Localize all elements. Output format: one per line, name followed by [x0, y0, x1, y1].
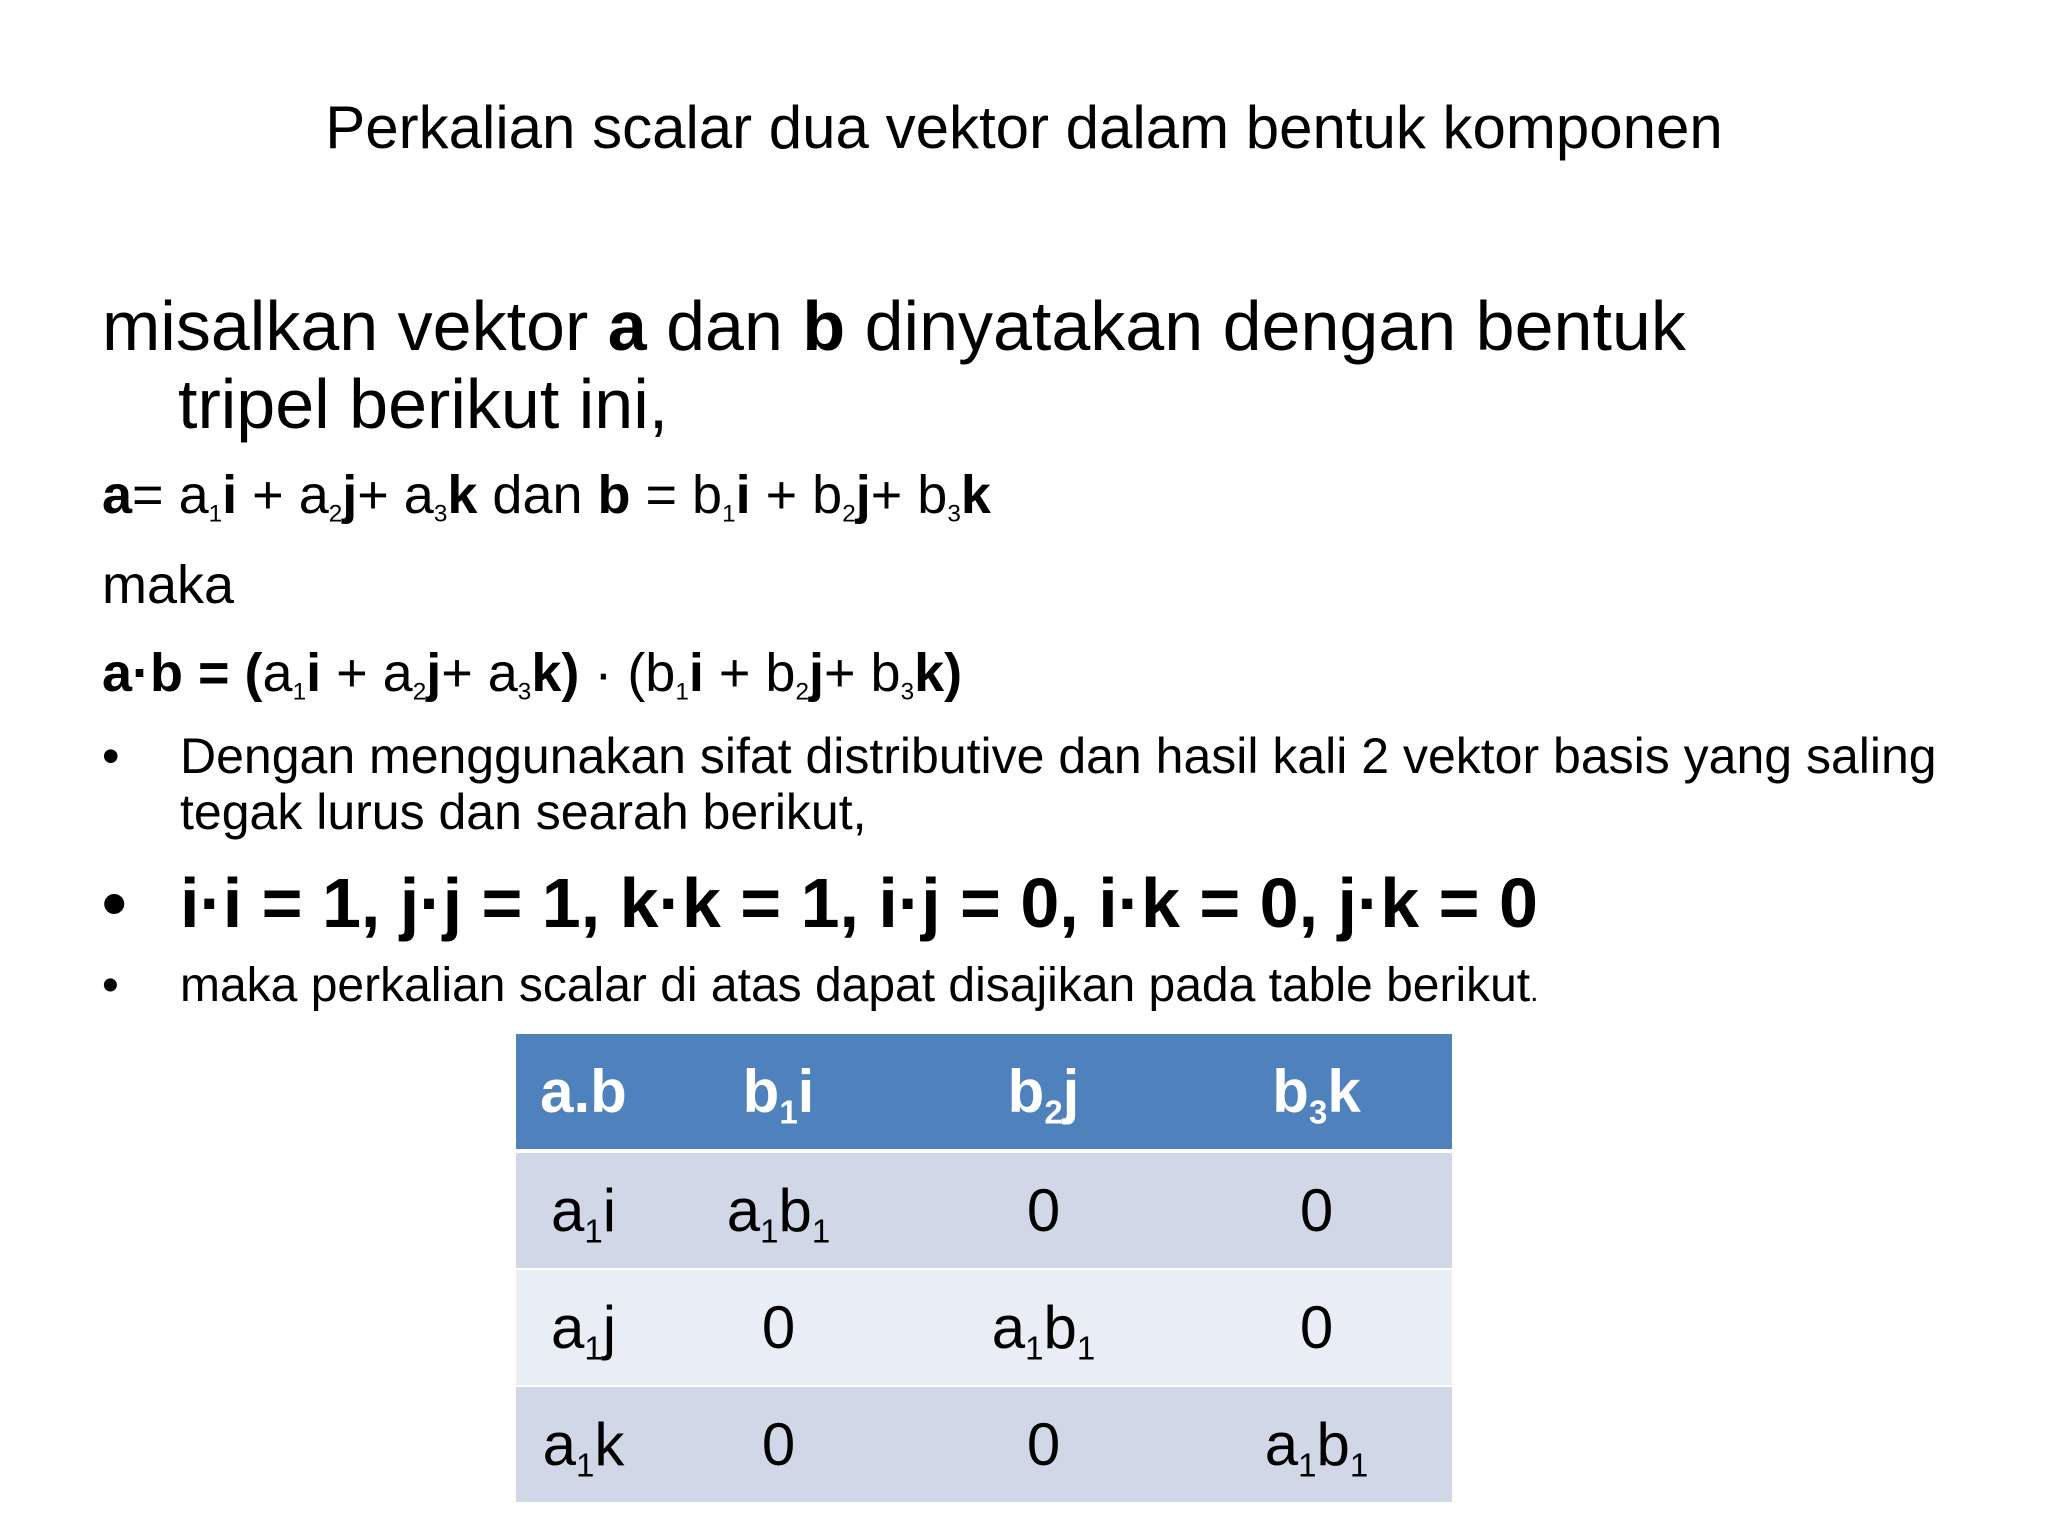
maka-text: maka — [102, 555, 235, 615]
slide-title: Perkalian scalar dua vektor dalam bentuk komponen — [325, 94, 1723, 161]
table-cell: 0 — [906, 1386, 1181, 1502]
vector-definition-equation: $a= a_1i + a_2j+ a_3k$ dan $b = b_1i + b_2j+ b_3k$ — [102, 465, 991, 528]
table-header-cell: $b_1i$ — [651, 1034, 906, 1151]
table-cell: $a_1j$ — [516, 1269, 651, 1386]
table-cell: $a_1k$ — [516, 1386, 651, 1502]
table-cell: $a_1i$ — [516, 1151, 651, 1269]
table-cell: 0 — [651, 1386, 906, 1502]
bullet-table-intro — [102, 955, 1962, 1023]
bullet-text: maka perkalian scalar di atas dapat disajikan pada table berikut. — [180, 959, 1539, 1012]
table-cell: $a_1b_1$ — [651, 1151, 906, 1269]
bullet-dot: • — [102, 959, 119, 1012]
dot-product-table — [516, 1034, 1452, 1502]
bullet-text: i·i = 1, j·j = 1, k·k = 1, i·j = 0, i·k = 0, j·k = 0 — [180, 864, 1538, 942]
table-cell: $a_1b_1$ — [1181, 1386, 1452, 1502]
intro-line-1: misalkan vektor a dan b dinyatakan dengan bentuk — [102, 287, 1686, 365]
bullet-distributive — [102, 728, 1962, 840]
intro-paragraph — [102, 287, 1952, 443]
table-header-row — [516, 1034, 1452, 1151]
table-row — [516, 1269, 1452, 1386]
bullet-dot: • — [102, 864, 127, 942]
table-cell: 0 — [1181, 1269, 1452, 1386]
table-header-cell: $b_3k$ — [1181, 1034, 1452, 1151]
dot-product-equation: $a\cdot b = (a_1i + a_2j+ a_3k) \cdot (b_1i + b_2j+ b_3k)$ — [102, 643, 963, 706]
bullet-dot: • — [102, 728, 120, 784]
table-row — [516, 1151, 1452, 1269]
bullet-basis-products — [102, 860, 1962, 946]
table-header-cell: $b_2j$ — [906, 1034, 1181, 1151]
table-header-cell: a.b — [516, 1034, 651, 1151]
intro-line-2: tripel berikut ini, — [178, 365, 669, 443]
table-row — [516, 1386, 1452, 1502]
table-cell: 0 — [906, 1151, 1181, 1269]
table-cell: $a_1b_1$ — [906, 1269, 1181, 1386]
table-cell: 0 — [651, 1269, 906, 1386]
bullet-text: Dengan menggunakan sifat distributive dan hasil kali 2 vektor basis yang saling tegak lurus dan searah berikut, — [180, 728, 1937, 840]
table-cell: 0 — [1181, 1151, 1452, 1269]
